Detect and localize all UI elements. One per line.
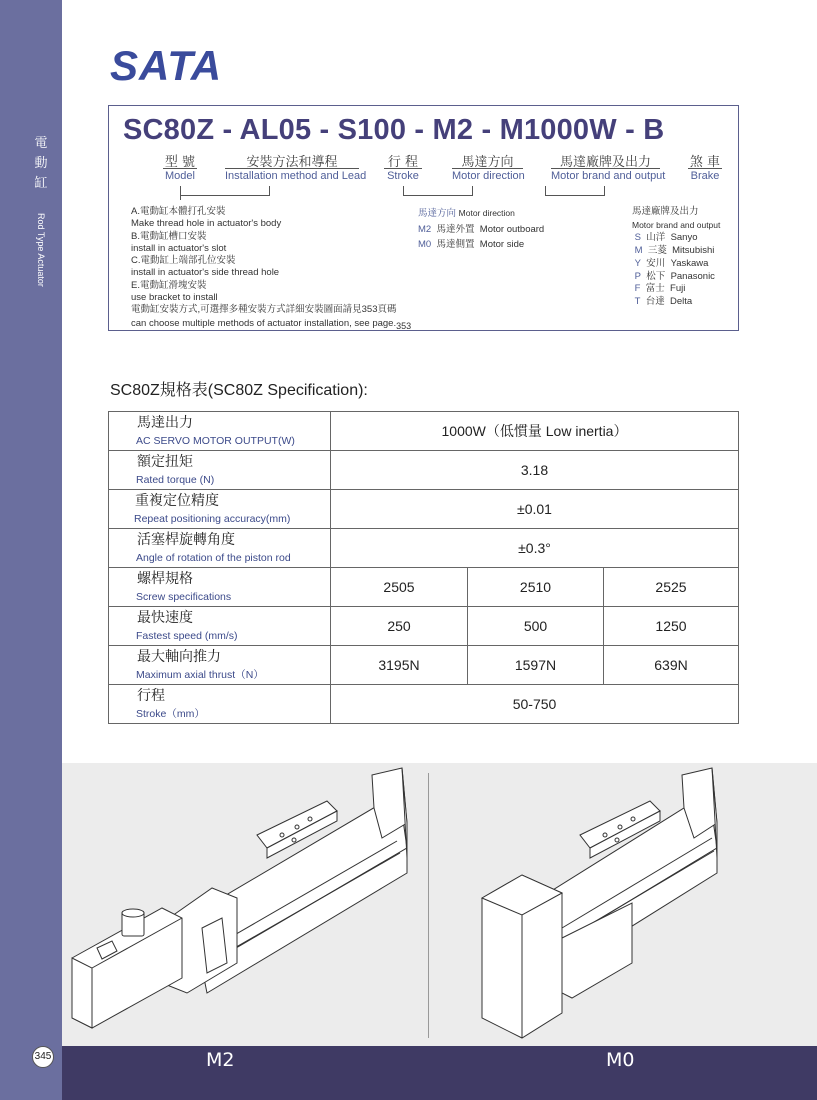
figure-area bbox=[62, 763, 817, 1046]
spec-value: 1250 bbox=[604, 607, 739, 646]
table-row bbox=[109, 685, 739, 724]
motor-brand-option: P 松下 Panasonic bbox=[634, 270, 715, 282]
segment-stroke bbox=[384, 151, 422, 182]
installation-line: Make thread hole in actuator's body bbox=[131, 218, 282, 230]
motor-brand-title-cn: 馬達廠牌及出力 bbox=[632, 206, 699, 217]
segment-cn: 馬達方向 bbox=[461, 155, 514, 170]
installation-line: E.電動缸滑塊安裝 bbox=[131, 279, 207, 291]
spec-label: 螺桿規格 Screw specifications bbox=[109, 568, 331, 607]
segment-motor-brand bbox=[551, 151, 666, 182]
installation-line: install in actuator's side thread hole bbox=[131, 267, 280, 279]
spec-value: 2505 bbox=[331, 568, 468, 607]
spec-value: 2525 bbox=[604, 568, 739, 607]
sidebar-english-title: Rod Type Actuator bbox=[36, 213, 46, 287]
table-row bbox=[109, 412, 739, 451]
spec-value: 639N bbox=[604, 646, 739, 685]
sidebar-chinese-title bbox=[30, 134, 52, 194]
motor-brand-option: M 三菱 Mitsubishi bbox=[634, 244, 715, 256]
figure-divider bbox=[428, 773, 429, 1038]
segment-cn: 馬達廠牌及出力 bbox=[559, 155, 651, 170]
segment-en: Installation method and Lead bbox=[225, 170, 367, 182]
spec-heading: SC80Z規格表(SC80Z Specification): bbox=[110, 382, 368, 399]
sidebar-char: 電 bbox=[34, 136, 48, 151]
table-row bbox=[109, 646, 739, 685]
motor-brand-list bbox=[632, 206, 720, 309]
motor-brand-title-en: Motor brand and output bbox=[632, 219, 721, 230]
brand-logo: SATA bbox=[110, 42, 223, 89]
spec-value: 1000W（低慣量 Low inertia） bbox=[331, 412, 739, 451]
motor-direction-option: M0 馬達側置 Motor side bbox=[418, 239, 525, 250]
actuator-m2-illustration bbox=[62, 763, 428, 1046]
segment-cn: 型 號 bbox=[164, 155, 196, 170]
table-row bbox=[109, 568, 739, 607]
segment-cn: 安裝方法和導程 bbox=[246, 155, 338, 170]
segment-en: Motor brand and output bbox=[551, 170, 666, 182]
installation-line: A.電動缸本體打孔安裝 bbox=[131, 206, 226, 217]
model-code-title: SC80Z - AL05 - S100 - M2 - M1000W - B bbox=[123, 114, 665, 146]
installation-line: 電動缸安裝方式,可選擇多種安裝方式詳細安裝圖面請見353頁碼 bbox=[131, 304, 397, 316]
footer-bar bbox=[62, 1046, 817, 1100]
page-number: 345 bbox=[32, 1046, 54, 1068]
segment-brake bbox=[688, 151, 722, 182]
motor-direction-list bbox=[418, 206, 544, 253]
connector-line bbox=[180, 186, 181, 200]
segment-en: Motor direction bbox=[452, 170, 525, 182]
installation-line: can choose multiple methods of actuator installation, see page.353 bbox=[131, 317, 412, 331]
installation-line: C.電動缸上端部孔位安裝 bbox=[131, 255, 236, 267]
motor-brand-option: S 山洋 Sanyo bbox=[634, 231, 698, 243]
motor-direction-title-cn: 馬達方向 bbox=[418, 208, 457, 219]
spec-label: 重複定位精度 Repeat positioning accuracy(mm) bbox=[109, 490, 331, 529]
spec-label: 最快速度 Fastest speed (mm/s) bbox=[109, 607, 331, 646]
installation-description bbox=[131, 206, 411, 330]
figure-label-m0: M0 bbox=[606, 1049, 635, 1071]
spec-value: 1597N bbox=[468, 646, 604, 685]
spec-label: 額定扭矩 Rated torque (N) bbox=[109, 451, 331, 490]
spec-value: ±0.3° bbox=[331, 529, 739, 568]
segment-cn: 行 程 bbox=[387, 155, 419, 170]
segment-model bbox=[163, 151, 197, 182]
connector-line bbox=[403, 186, 473, 196]
page-ref: 353 bbox=[396, 320, 412, 331]
connector-line bbox=[180, 186, 270, 196]
spec-value: ±0.01 bbox=[331, 490, 739, 529]
segment-en: Stroke bbox=[384, 168, 422, 182]
spec-value: 500 bbox=[468, 607, 604, 646]
motor-brand-option: F 富士 Fuji bbox=[634, 283, 686, 295]
spec-label: 活塞桿旋轉角度 Angle of rotation of the piston rod bbox=[109, 529, 331, 568]
spec-value: 3.18 bbox=[331, 451, 739, 490]
motor-direction-title-en: Motor direction bbox=[458, 208, 515, 218]
table-row bbox=[109, 490, 739, 529]
spec-label: 馬達出力 AC SERVO MOTOR OUTPUT(W) bbox=[109, 412, 331, 451]
sidebar-char: 缸 bbox=[34, 176, 48, 191]
segment-installation bbox=[225, 151, 367, 182]
spec-table bbox=[108, 411, 739, 724]
spec-value: 3195N bbox=[331, 646, 468, 685]
table-row bbox=[109, 529, 739, 568]
spec-value: 250 bbox=[331, 607, 468, 646]
installation-line: install in actuator's slot bbox=[131, 242, 227, 254]
segment-motor-direction bbox=[452, 151, 523, 182]
sidebar-char: 動 bbox=[34, 156, 48, 171]
connector-line bbox=[545, 186, 605, 196]
figure-label-m2: M2 bbox=[206, 1049, 235, 1071]
spec-label: 最大軸向推力 Maximum axial thrust（N） bbox=[109, 646, 331, 685]
segment-cn: 煞 車 bbox=[689, 155, 721, 170]
actuator-m0-illustration bbox=[432, 763, 817, 1046]
motor-direction-option: M2 馬達外置 Motor outboard bbox=[418, 223, 545, 235]
segment-en: Brake bbox=[688, 168, 722, 182]
table-row bbox=[109, 451, 739, 490]
table-row bbox=[109, 607, 739, 646]
motor-brand-option: Y 安川 Yaskawa bbox=[634, 257, 709, 269]
installation-line: use bracket to install bbox=[131, 292, 218, 304]
spec-label: 行程 Stroke（mm） bbox=[109, 685, 331, 724]
segment-en: Model bbox=[163, 168, 197, 182]
motor-brand-option: T 台達 Delta bbox=[634, 296, 693, 308]
spec-value: 50-750 bbox=[331, 685, 739, 724]
spec-value: 2510 bbox=[468, 568, 604, 607]
installation-line: B.電動缸槽口安裝 bbox=[131, 230, 207, 242]
